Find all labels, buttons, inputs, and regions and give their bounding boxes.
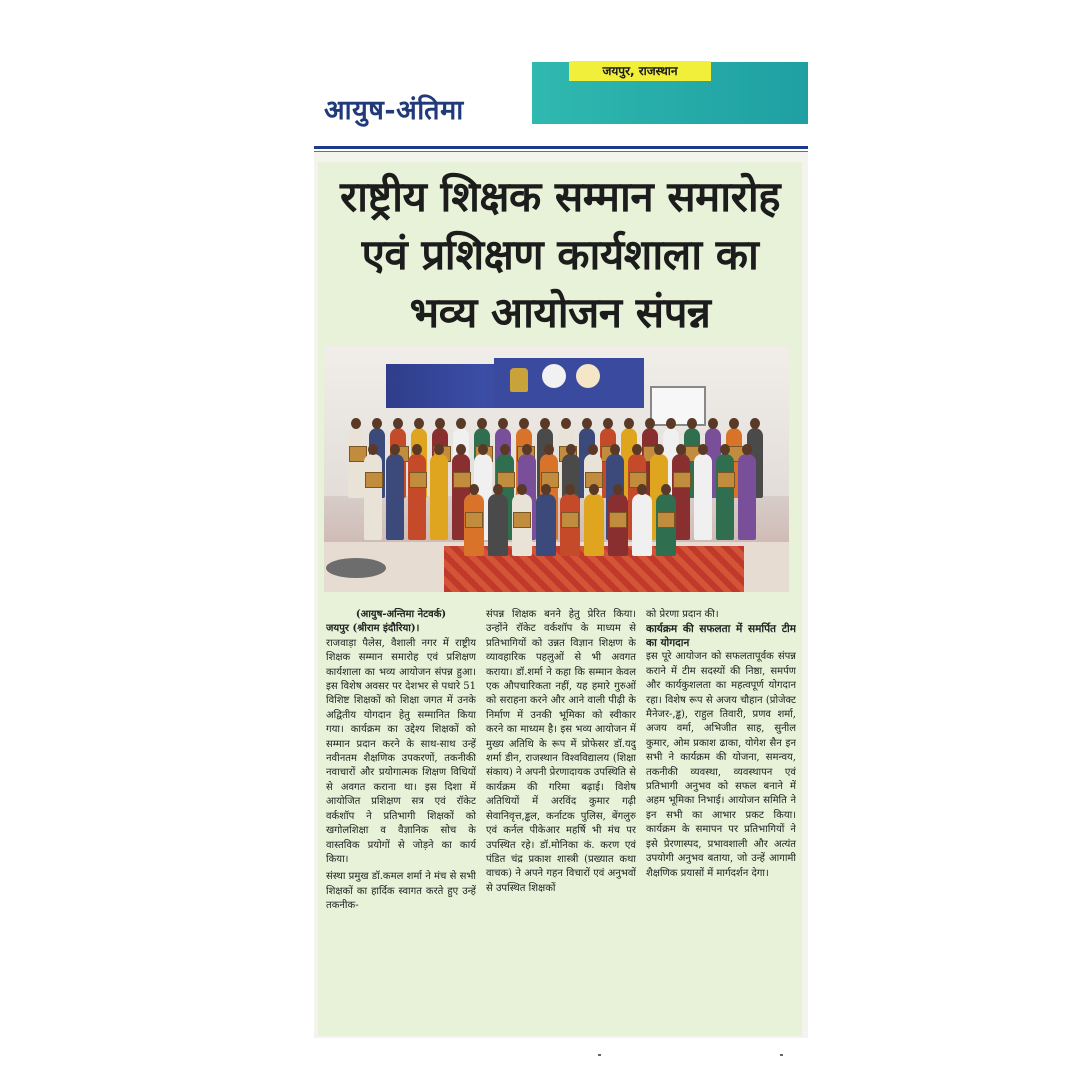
award-plaque <box>465 512 483 528</box>
person-head <box>498 418 508 429</box>
headline-line-1: राष्ट्रीय शिक्षक सम्मान समारोह <box>340 172 780 221</box>
person-head <box>351 418 361 429</box>
person-head <box>493 484 503 495</box>
person-figure <box>430 454 448 540</box>
award-plaque <box>513 512 531 528</box>
person-figure <box>364 454 382 540</box>
article-paragraph: इस पूरे आयोजन को सफलतापूर्वक संपन्न कराने में टीम सदस्यों की निष्ठा, समर्पण और कार्यकुशलता का महत्वपूर्ण योगदान रहा। विशेष रूप से अजय चौहान (प्रोजेक्ट मैनेजर-,ड्ढ), राहुल तिवारी, प्रणव शर्मा, अजय वर्मा, अभिजीत साह, सुनील कुमार, ओम प्रकाश ढाका, योगेश सैन इन सभी ने कार्यक्रम की योजना, समन्वय, तकनीकी व्यवस्था, व्यवस्थापन एवं प्रतिभागी अनुभव को सफल बनाने में अहम भूमिका निभाई। आयोजन समिति ने इन सभी का आभार प्रकट किया। कार्यक्रम के समापन पर प्रतिभागियों ने इसे प्रेरणास्पद, प्रभावशाली और अत्यंत उपयोगी अनुभव बताया, जो उन्हें आगामी शैक्षणिक प्रयासों में मार्गदर्शन देगा। <box>646 651 796 879</box>
person-head <box>456 418 466 429</box>
masthead-rule-thin <box>314 151 808 152</box>
article-paragraph: संपन्न शिक्षक बनने हेतु प्रेरित किया। उन्होंने रॉकेट वर्कशॉप के माध्यम से प्रतिभागियों को उन्नत विज्ञान शिक्षण के व्यावहारिक पहलुओं से भी अवगत कराया। डॉ.शर्मा ने कहा कि सम्मान केवल एक औपचारिकता नहीं, यह हमारे गुरुओं को सराहना करने और आने वाली पीढ़ी के निर्माण में उनकी भूमिका को स्वीकार करने का माध्यम है। इस भव्य आयोजन में मुख्य अतिथि के रूप में प्रोफेसर डॉ.यदु शर्मा डीन, राजस्थान विश्वविद्यालय (शिक्षा संकाय) ने अपनी प्रेरणादायक उपस्थिति से कार्यक्रम की गरिमा बढ़ाई। विशेष अतिथियों में अरविंद कुमार गढ़ी सेवानिवृत्त,ड्ढल, कर्नाटक पुलिस, बेंगलुरु एवं कर्नल पीकेआर महर्षि भी मंच पर उपस्थित रहे। डॉ.मोनिका कं. करण एवं पंडित चंद्र प्रकाश शास्त्री (प्रख्यात कथा वाचक) ने अपने गहन विचारों एवं अनुभवों से उपस्थित शिक्षकों <box>486 609 636 894</box>
person-head <box>720 444 730 455</box>
headline-line-3: भव्य आयोजन संपन्न <box>409 288 711 337</box>
person-head <box>661 484 671 495</box>
person-head <box>589 484 599 495</box>
person-head <box>588 444 598 455</box>
award-plaque <box>717 472 735 488</box>
person-head <box>393 418 403 429</box>
person-head <box>632 444 642 455</box>
person-head <box>637 484 647 495</box>
headline <box>318 168 802 342</box>
person-head <box>390 444 400 455</box>
award-plaque <box>409 472 427 488</box>
person-head <box>434 444 444 455</box>
person-head <box>645 418 655 429</box>
scan-speck <box>598 1054 601 1056</box>
person-figure <box>694 454 712 540</box>
person-head <box>729 418 739 429</box>
dateline-network: (आयुष-अन्तिमा नेटवर्क) <box>355 609 447 620</box>
person-head <box>698 444 708 455</box>
person-head <box>477 418 487 429</box>
person-figure <box>584 494 604 556</box>
person-head <box>565 484 575 495</box>
person-head <box>742 444 752 455</box>
person-head <box>654 444 664 455</box>
award-plaque <box>657 512 675 528</box>
person-head <box>544 444 554 455</box>
person-head <box>522 444 532 455</box>
article-column-3 <box>646 608 796 1034</box>
person-head <box>561 418 571 429</box>
person-head <box>412 444 422 455</box>
scan-speck <box>780 1054 783 1056</box>
person-figure <box>716 454 734 540</box>
article-column-1 <box>326 608 476 1034</box>
person-head <box>566 444 576 455</box>
side-table <box>326 558 386 578</box>
person-head <box>613 484 623 495</box>
person-head <box>750 418 760 429</box>
paper-name: आयुष-अंतिमा <box>324 95 464 126</box>
award-plaque <box>365 472 383 488</box>
article-subheading: कार्यक्रम की सफलता में समर्पित टीम का योगदान <box>646 623 796 650</box>
article-column-2 <box>486 608 636 1034</box>
person-head <box>666 418 676 429</box>
person-head <box>368 444 378 455</box>
person-head <box>469 484 479 495</box>
city-tag: जयपुर, राजस्थान <box>569 61 711 81</box>
article-body <box>326 608 798 1034</box>
award-plaque <box>453 472 471 488</box>
newspaper-clipping <box>314 58 808 1038</box>
masthead <box>314 58 808 152</box>
person-head <box>603 418 613 429</box>
person-head <box>435 418 445 429</box>
article-paragraph: को प्रेरणा प्रदान की। <box>646 609 719 620</box>
story-panel <box>318 162 802 1036</box>
person-head <box>500 444 510 455</box>
group-photo <box>324 346 789 592</box>
person-head <box>414 418 424 429</box>
award-plaque <box>561 512 579 528</box>
trophy-graphic <box>510 368 528 392</box>
headline-line-2: एवं प्रशिक्षण कार्यशाला का <box>361 230 759 279</box>
award-plaque <box>673 472 691 488</box>
person-head <box>540 418 550 429</box>
projector-screen <box>650 386 706 426</box>
article-paragraph: संस्था प्रमुख डॉ.कमल शर्मा ने मंच से सभी शिक्षकों का हार्दिक स्वागत करते हुए उन्हें तकनीक- <box>326 871 476 912</box>
logo-seal <box>576 364 600 388</box>
person-head <box>519 418 529 429</box>
logo-seal <box>542 364 566 388</box>
person-head <box>372 418 382 429</box>
person-head <box>517 484 527 495</box>
person-head <box>541 484 551 495</box>
person-head <box>687 418 697 429</box>
person-figure <box>488 494 508 556</box>
person-figure <box>408 454 426 540</box>
person-figure <box>536 494 556 556</box>
dateline-city: जयपुर (श्रीराम इंदौरिया)। <box>326 623 420 635</box>
person-figure <box>386 454 404 540</box>
person-figure <box>738 454 756 540</box>
person-head <box>708 418 718 429</box>
person-figure <box>632 494 652 556</box>
award-plaque <box>609 512 627 528</box>
person-head <box>610 444 620 455</box>
masthead-rule <box>314 146 808 149</box>
person-figure <box>348 428 364 498</box>
person-head <box>582 418 592 429</box>
person-head <box>478 444 488 455</box>
person-head <box>624 418 634 429</box>
article-paragraph: राजवाड़ा पैलेस, वैशाली नगर में राष्ट्रीय शिक्षक सम्मान समारोह एवं प्रशिक्षण कार्यशाला का भव्य आयोजन संपन्न हुआ। इस विशेष अवसर पर देशभर से पधारे 51 विशिष्ट शिक्षकों को शिक्षा जगत में उनके अद्वितीय योगदान हेतु सम्मानित किया गया। कार्यक्रम का उद्देश्य शिक्षकों को सम्मान प्रदान करने के साथ-साथ उन्हें नवीनतम शैक्षणिक उपकरणों, तकनीकी नवाचारों और प्रयोगात्मक शिक्षण विधियों से अवगत कराना था। इस दिशा में आयोजित प्रशिक्षण सत्र एवं रॉकेट वर्कशॉप ने प्रतिभागी शिक्षकों को खगोलशिक्षा व वैज्ञानिक सोच के वास्तविक प्रयोगों से जोड़ने का कार्य किया। <box>326 637 476 865</box>
person-head <box>676 444 686 455</box>
person-head <box>456 444 466 455</box>
